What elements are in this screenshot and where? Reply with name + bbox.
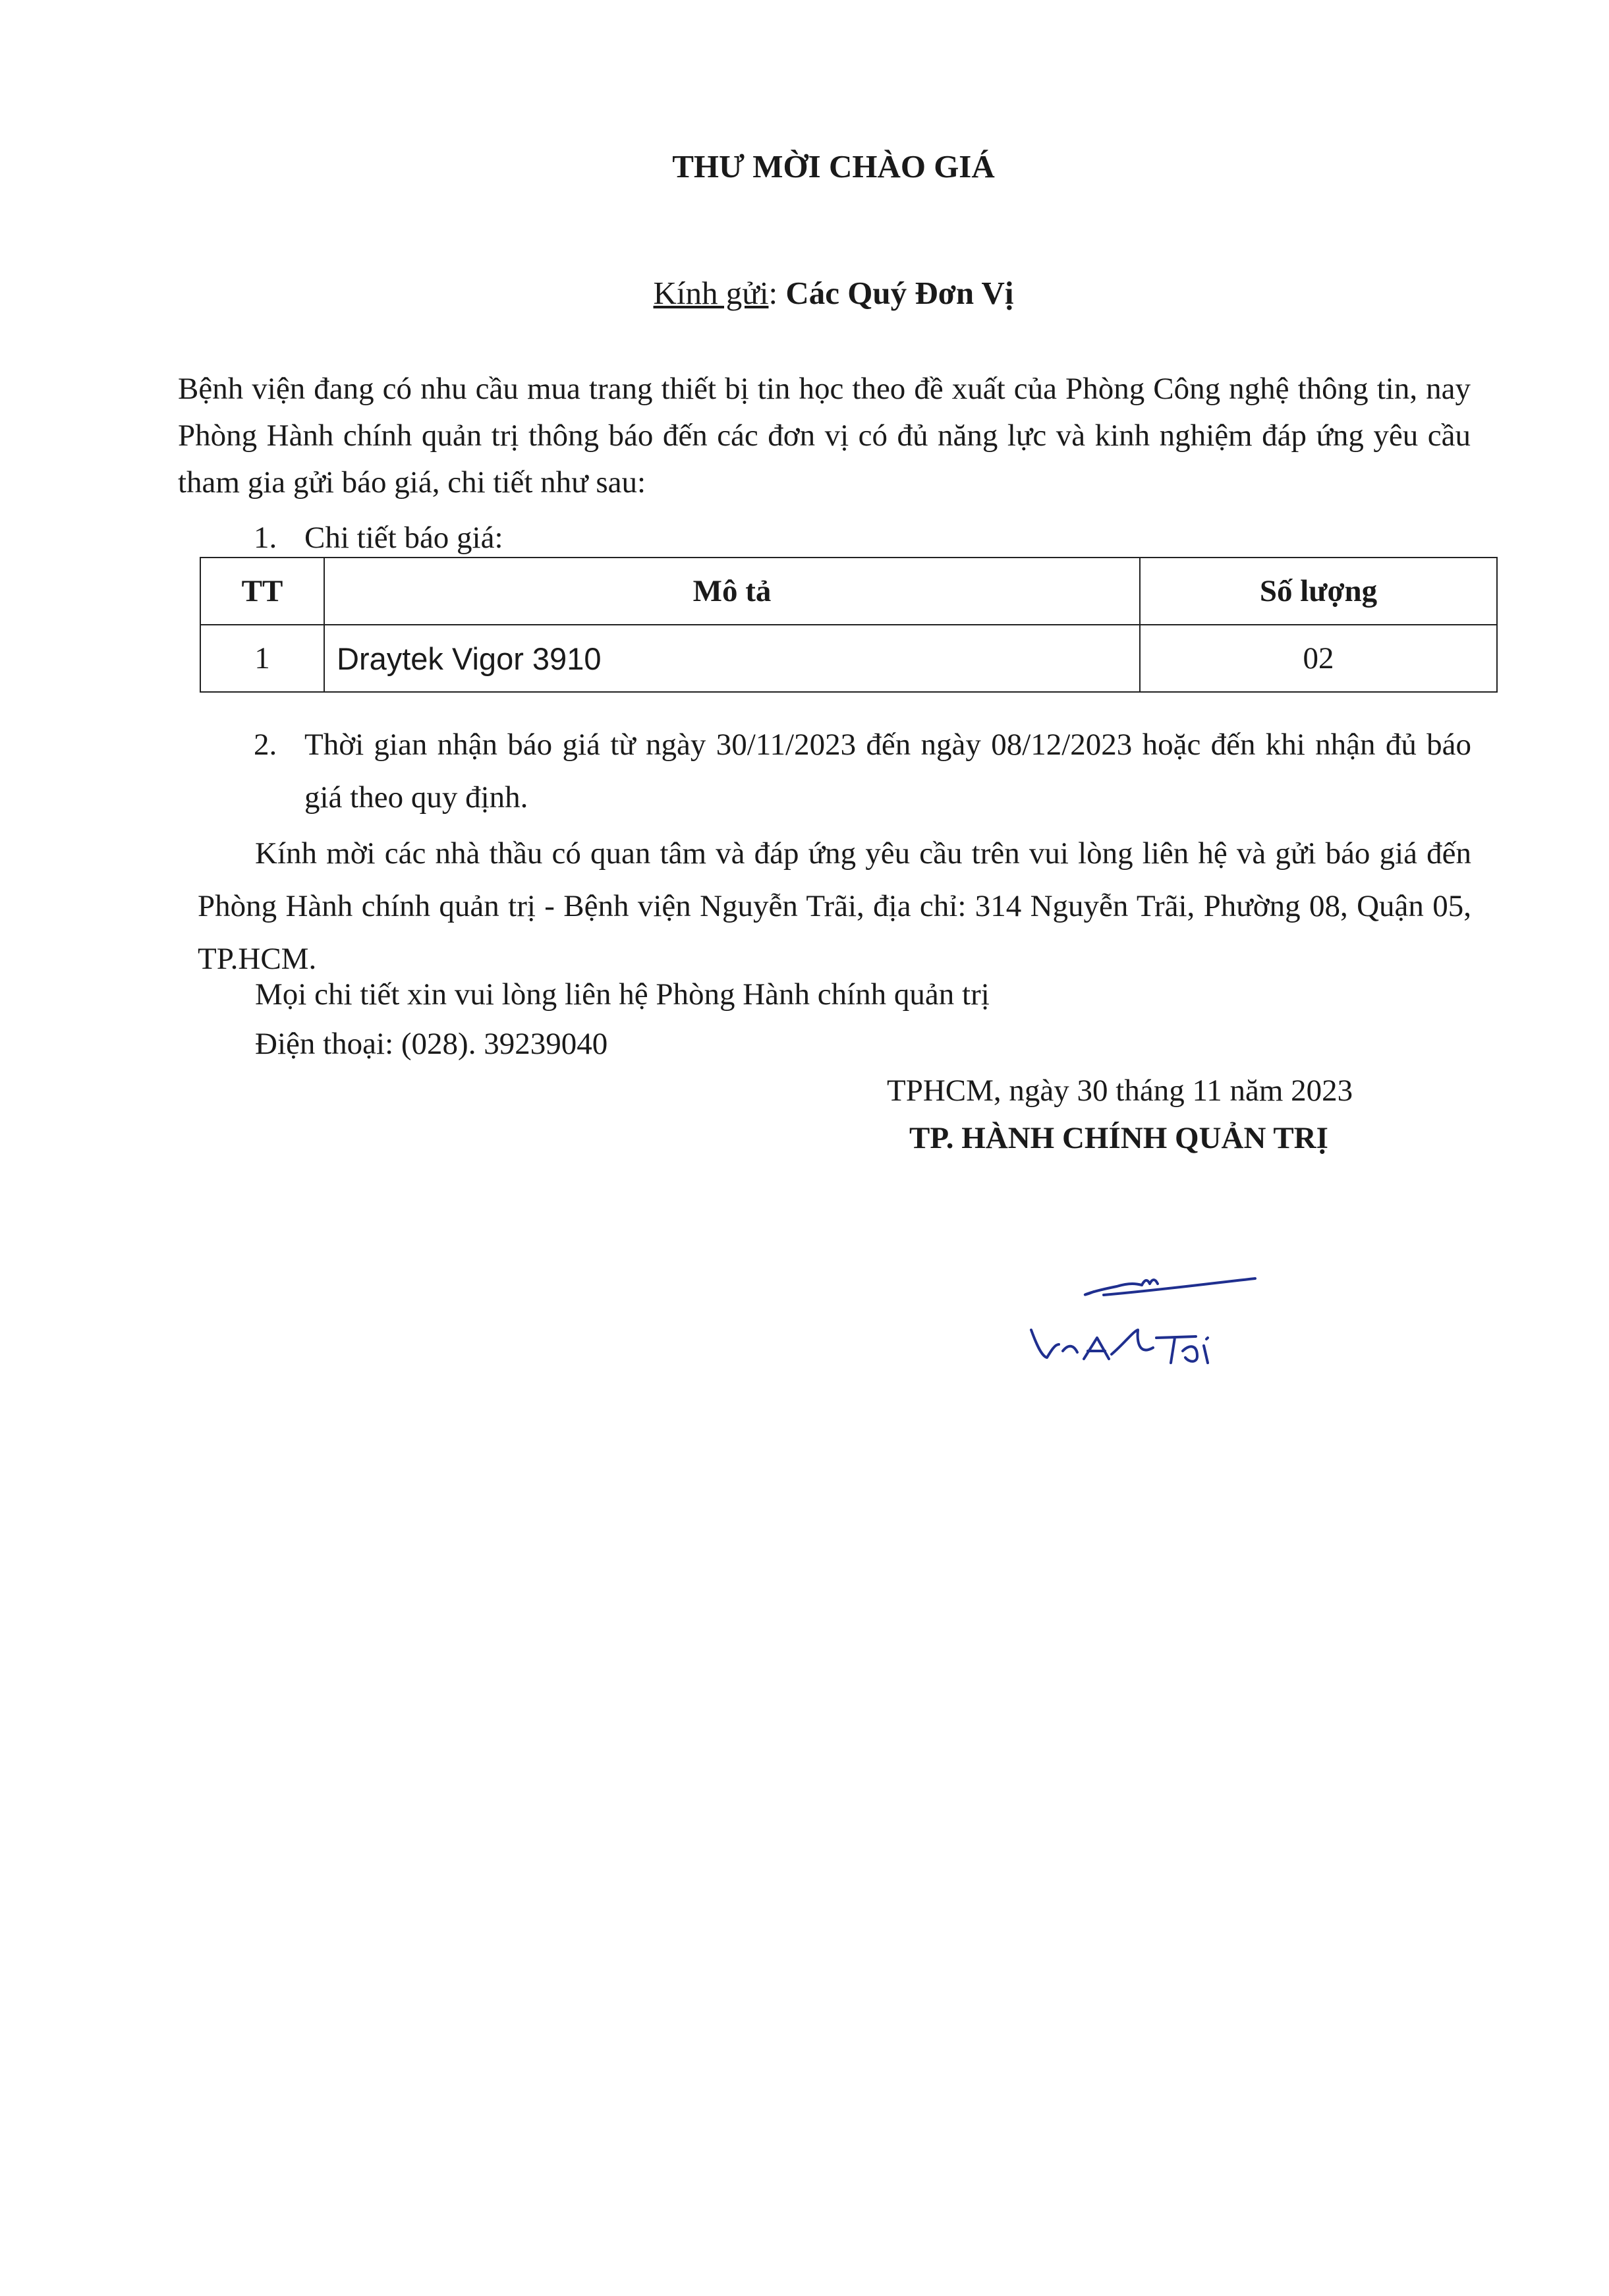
table-header-description: Mô tả: [324, 558, 1140, 625]
intro-paragraph: Bệnh viện đang có nhu cầu mua trang thiết bị tin học theo đề xuất của Phòng Công nghệ thông tin, nay Phòng Hành chính quản trị thông báo đến các đơn vị có đủ năng lực và kinh nghiệm đáp ứng yêu cầu tham gia gửi báo giá, chi tiết như sau:: [178, 372, 1471, 500]
handwritten-signature: [1025, 1246, 1301, 1400]
table-header-row: [200, 558, 1497, 625]
date-line: TPHCM, ngày 30 tháng 11 năm 2023: [887, 1074, 1353, 1108]
quote-table: [200, 557, 1498, 693]
table-header-quantity: Số lượng: [1140, 558, 1497, 625]
greeting-prefix: Kính gửi: [653, 275, 769, 311]
greeting-recipient: Các Quý Đơn Vị: [785, 275, 1014, 311]
greeting-line: [0, 277, 1609, 309]
table-cell-description: Draytek Vigor 3910: [324, 625, 1140, 692]
item1-label: Chi tiết báo giá:: [304, 521, 503, 555]
table-header-tt: TT: [200, 558, 324, 625]
greeting-colon: :: [768, 275, 786, 311]
document-title: THƯ MỜI CHÀO GIÁ: [672, 148, 995, 185]
table-cell-tt: 1: [200, 625, 324, 692]
item2-text: Thời gian nhận báo giá từ ngày 30/11/2023 đến ngày 08/12/2023 hoặc đến khi nhận đủ báo giá theo quy định.: [304, 728, 1471, 815]
phone-line: Điện thoại: (028). 39239040: [255, 1027, 608, 1061]
table-cell-quantity: 02: [1140, 625, 1497, 692]
item2-number: 2.: [254, 728, 277, 762]
item1-number: 1.: [254, 521, 277, 555]
invitation-paragraph: Kính mời các nhà thầu có quan tâm và đáp ứng yêu cầu trên vui lòng liên hệ và gửi báo giá đến Phòng Hành chính quản trị - Bệnh viện Nguyễn Trãi, địa chỉ: 314 Nguyễn Trãi, Phường 08, Quận 05, TP.HCM.: [198, 836, 1471, 976]
contact-line: Mọi chi tiết xin vui lòng liên hệ Phòng Hành chính quản trị: [255, 977, 990, 1012]
signer-title: TP. HÀNH CHÍNH QUẢN TRỊ: [909, 1121, 1328, 1155]
table-row: [200, 625, 1497, 692]
